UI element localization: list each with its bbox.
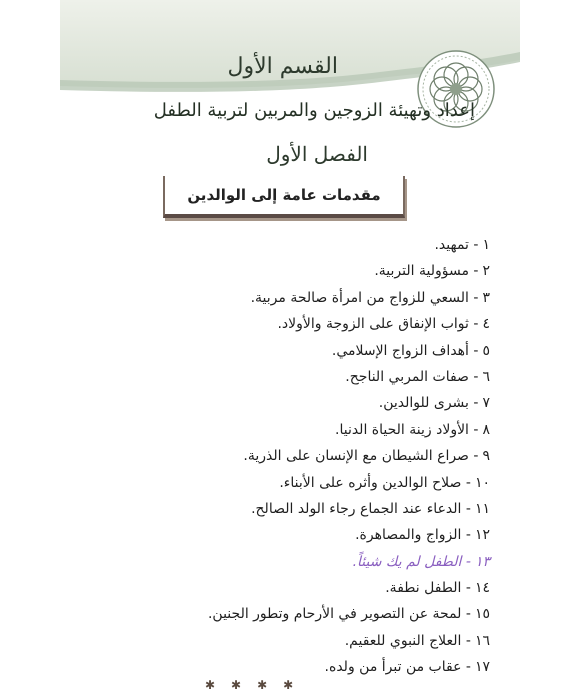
toc-item: ٤- ثواب الإنفاق على الزوجة والأولاد.	[277, 316, 490, 333]
toc-item-text: صلاح الوالدين وأثره على الأبناء.	[279, 474, 462, 491]
star-ornament-icon: ✱✱✱✱	[205, 678, 310, 692]
part-subtitle: إعداد وتهيئة الزوجين والمربين لتربية الطفل	[153, 100, 475, 121]
toc-item-text: أهداف الزواج الإسلامي.	[331, 342, 469, 359]
chapter-title: الفصل الأول	[266, 142, 368, 166]
toc-item-text: مسؤولية التربية.	[374, 263, 469, 280]
toc-item-text: الدعاء عند الجماع رجاء الولد الصالح.	[251, 500, 462, 517]
toc-item-number: ٧	[482, 395, 490, 412]
toc-item: ٣- السعي للزواج من امرأة صالحة مربية.	[250, 289, 490, 306]
toc-item-number: ٦	[482, 368, 490, 385]
toc-item: ٨- الأولاد زينة الحياة الدنيا.	[335, 421, 490, 438]
toc-item-highlighted: ١٣- الطفل لم يك شيئاً.	[352, 553, 490, 570]
section-title: مقدمات عامة إلى الوالدين	[187, 186, 381, 204]
toc-item: ٩- صراع الشيطان مع الإنسان على الذرية.	[243, 448, 490, 465]
toc-item-text: عقاب من تبرأ من ولده.	[324, 659, 462, 676]
toc-item-number: ١٥	[474, 606, 490, 623]
toc-item: ١٠- صلاح الوالدين وأثره على الأبناء.	[279, 474, 490, 491]
toc-item-text: تمهيد.	[434, 237, 469, 253]
toc-item-number: ١١	[474, 500, 490, 517]
toc-item: ٥- أهداف الزواج الإسلامي.	[331, 342, 490, 359]
toc-item-text: العلاج النبوي للعقيم.	[344, 632, 462, 649]
toc-item-text: صراع الشيطان مع الإنسان على الذرية.	[243, 448, 469, 465]
toc-item-number: ٢	[482, 263, 490, 280]
toc-item: ١١- الدعاء عند الجماع رجاء الولد الصالح.	[251, 500, 490, 517]
toc-item-number: ٤	[482, 316, 490, 333]
toc-item-number: ٣	[482, 289, 490, 306]
toc-item-text: لمحة عن التصوير في الأرحام وتطور الجنين.	[207, 606, 462, 623]
toc-item-number: ١٢	[474, 527, 490, 544]
toc-item: ٦- صفات المربي الناجح.	[345, 368, 490, 385]
toc-item-number: ١٧	[474, 659, 490, 676]
toc-item: ١٤- الطفل نطفة.	[385, 580, 490, 597]
part-title: القسم الأول	[227, 54, 338, 79]
toc-item: ١- تمهيد.	[434, 237, 490, 253]
toc-item-text: الزواج والمصاهرة.	[355, 527, 462, 544]
section-title-box	[163, 176, 405, 218]
toc-item-number: ٩	[482, 448, 490, 465]
toc-item-number: ١٠	[474, 474, 490, 491]
toc-item: ١٧- عقاب من تبرأ من ولده.	[324, 659, 490, 676]
toc-item-text: السعي للزواج من امرأة صالحة مربية.	[250, 289, 469, 306]
toc-item-number: ٨	[482, 421, 490, 438]
toc-item-text: بشرى للوالدين.	[378, 395, 469, 412]
toc-item-text: الأولاد زينة الحياة الدنيا.	[335, 421, 469, 438]
toc-item: ٧- بشرى للوالدين.	[378, 395, 490, 412]
toc-item-number: ١٦	[474, 632, 490, 649]
toc-item-text: ثواب الإنفاق على الزوجة والأولاد.	[277, 316, 469, 333]
toc-item: ١٦- العلاج النبوي للعقيم.	[344, 632, 490, 649]
toc-item-text: صفات المربي الناجح.	[345, 368, 469, 385]
toc-item: ١٢- الزواج والمصاهرة.	[355, 527, 490, 544]
toc-item: ١٥- لمحة عن التصوير في الأرحام وتطور الجنين.	[207, 606, 490, 623]
toc-item-text: الطفل نطفة.	[385, 580, 462, 597]
toc-item-text: الطفل لم يك شيئاً.	[352, 553, 462, 570]
toc-item: ٢- مسؤولية التربية.	[374, 263, 490, 280]
toc-item-number: ١٣	[474, 553, 490, 570]
toc-item-number: ٥	[482, 342, 490, 359]
table-of-contents	[207, 232, 490, 681]
toc-item-number: ١	[482, 237, 490, 253]
toc-item-number: ١٤	[474, 580, 490, 597]
